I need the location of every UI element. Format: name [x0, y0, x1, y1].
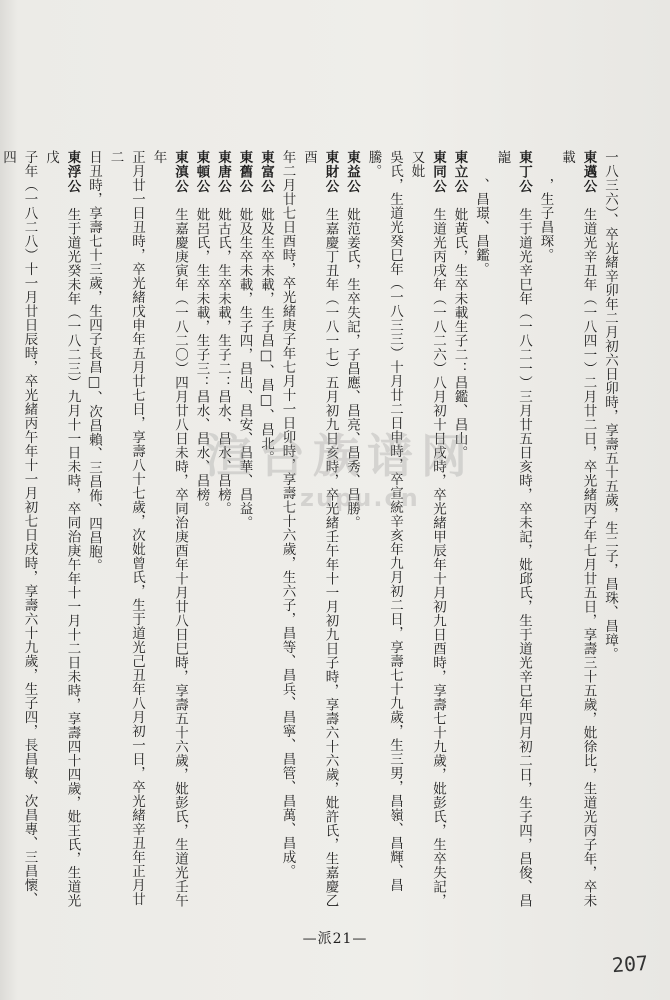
- column-text: 子年（一八二八）十一月廿日辰時，卒光緒丙午年十一月初七日戌時，享壽六十九歲，生子四，長昌敏、次昌專、三昌懷、四: [0, 150, 38, 906]
- column-text: 一八三六）、卒光緒辛卯年二月初六日卯時，享壽五十五歲，生二子，昌珠、昌璋。: [602, 150, 618, 662]
- column-text: 妣呂氏，生卒未載，生子三：昌水、昌水、昌榜。: [193, 193, 210, 516]
- column-text: 妣及生卒未載，生子昌□、昌□、昌北。: [258, 193, 274, 465]
- watermark-url: zupu.cn: [300, 484, 420, 512]
- column-text: 年二月廿七日酉時，卒光緒庚子年七月十一日卯時，享壽七十六歲，生六子，昌等、昌兵、昌寧、昌管、昌萬、昌成。: [279, 150, 296, 878]
- text-column: [276, 150, 298, 910]
- text-column: [147, 150, 190, 910]
- text-column: [470, 150, 492, 910]
- handwritten-page-number: 207: [611, 950, 649, 978]
- person-name: 東同公: [430, 150, 446, 194]
- text-column: [233, 150, 255, 910]
- column-text: 生道光丙戌年（一八二六）八月初十日戌時，卒光緒甲辰年十月初九日酉時，享壽七十九歲，妣彭氏，生卒失記，又妣: [408, 150, 446, 908]
- person-name: 東邁公: [580, 150, 597, 194]
- column-text: 正月廿一日丑時，卒光緒戊申年五月廿七日，享壽八十七歲，次妣曾氏，生于道光己丑年八月初一日，卒光緒辛丑年正月廿二: [107, 150, 145, 906]
- column-text: 妣黃氏，生卒未載生子二：昌鑑、昌山。: [451, 193, 468, 460]
- text-column: [298, 150, 341, 910]
- person-name: 東富公: [258, 150, 274, 194]
- text-column: [40, 150, 83, 910]
- text-column: [104, 150, 147, 910]
- column-text: 妣古氏，生卒未載，生子二：昌水、昌水、昌榜。: [215, 193, 231, 516]
- text-column: [83, 150, 105, 910]
- person-name: 東頓公: [193, 150, 210, 194]
- text-column: [534, 150, 556, 910]
- column-text: 生嘉慶庚寅年（一八二〇）四月廿八日未時，卒同治庚酉年十月廿八日巳時，享壽五十六歲，妣彭氏，生道光壬午年: [150, 150, 188, 908]
- text-column: [190, 150, 212, 910]
- text-column: [556, 150, 599, 910]
- column-text: 生于道光辛巳年（一八二一）三月廿五日亥時，卒未記，妣邱氏，生于道光辛巳年四月初二日，生子四，昌俊、昌巃: [494, 150, 532, 908]
- column-text: 妣范姜氏，生卒失記，子昌應、昌亮、昌秀、昌勝。: [344, 193, 360, 530]
- column-text: 生嘉慶丁丑年（一八一七）五月初九日亥時，卒光緒壬午年十一月初九日子時，享壽六十六歲，妣許氏，生嘉慶乙酉: [301, 150, 339, 908]
- column-text: 吳氏，生道光癸巳年（一八三三）十月廿二日申時，卒宣統辛亥年九月初二日，享壽七十九歲，生三男，昌嶺、昌輝、昌騰。: [365, 150, 403, 892]
- person-name: 東滇公: [172, 150, 188, 194]
- person-name: 東益公: [344, 150, 360, 194]
- text-column: [448, 150, 470, 910]
- page-number: —派21—: [302, 931, 368, 947]
- column-text: 生道光辛丑年（一八四一）二月廿二日，卒光緒丙子年七月廿五日，享壽三十五歲，妣徐比，生道光丙子年，卒未載: [559, 150, 597, 908]
- person-name: 東浮公: [64, 150, 81, 194]
- text-column: [212, 150, 234, 910]
- text-column: [405, 150, 448, 910]
- person-name: 東舊公: [236, 150, 253, 194]
- text-column: [341, 150, 363, 910]
- text-column: [491, 150, 534, 910]
- person-name: 東丁公: [516, 150, 532, 194]
- person-name: 東立公: [451, 150, 468, 194]
- column-text: 、昌璟、昌鑑。: [473, 178, 489, 276]
- watermark: 渲台族谱网: [205, 429, 475, 483]
- text-column: [255, 150, 277, 910]
- genealogy-text-block: [0, 150, 620, 910]
- text-column: [599, 150, 621, 910]
- column-text: ，生子昌琛。: [537, 178, 554, 262]
- text-column: [0, 150, 40, 910]
- person-name: 東財公: [322, 150, 339, 194]
- person-name: 東唐公: [215, 150, 231, 194]
- column-text: 生于道光癸未年（一八二三）九月十一日未時，卒同治庚午年十一月十二日未時，享壽四十四歲，妣王氏，生道光戊: [43, 150, 81, 908]
- text-column: [362, 150, 405, 910]
- column-text: 日丑時，享壽七十三歲，生四子長昌□、次昌賴、三昌佈、四昌胞。: [86, 150, 102, 573]
- column-text: 妣及生卒未載，生子四，昌出、昌安、昌華、昌益。: [236, 193, 253, 530]
